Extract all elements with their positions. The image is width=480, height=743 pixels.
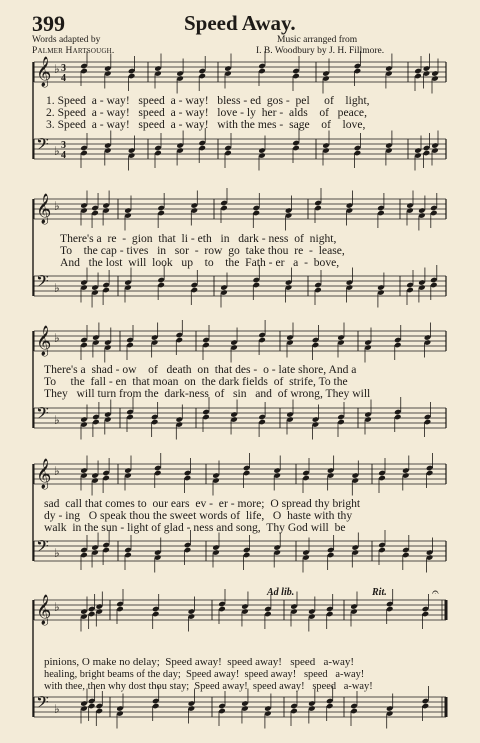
bass-clef-icon: 𝄢 (36, 271, 49, 295)
system-1-verse-2: 2. Speed a - way! speed a - way! love - ly her - alds of peace, (46, 106, 367, 119)
system-5-verse-3: with thee, then why dost thou stay; Speed away! speed away! speed a-way! (44, 681, 373, 692)
fermata-icon: 𝄐 (432, 585, 439, 599)
treble-clef-icon: 𝄞 (36, 595, 52, 625)
system-1-verse-3: 3. Speed a - way! speed a - way! with the mes - sage of love, (46, 118, 366, 131)
system-2-verse-1: There's a re - gion that li - eth in dark - ness of night, (60, 232, 337, 245)
flat-icon: ♭ (54, 546, 60, 560)
time-signature-top: 3 (61, 140, 66, 151)
time-signature-bottom: 4 (61, 73, 66, 84)
flat-icon: ♭ (54, 702, 60, 716)
flat-icon: ♭ (54, 464, 60, 478)
system-2-verse-3: And the lost will look up to the Fath - er a - bove, (60, 256, 340, 269)
flat-icon: ♭ (54, 281, 60, 295)
treble-clef-icon: 𝄞 (36, 459, 52, 489)
bass-clef-icon: 𝄢 (36, 134, 49, 158)
time-signature-top: 3 (61, 63, 66, 74)
system-4-verse-2: dy - ing O speak thou the sweet words of life, O haste with thy (44, 509, 353, 522)
system-3-verse-2: To the fall - en that moan on the dark fields of strife, To the (44, 375, 348, 388)
words-credit-line1: Words adapted by (32, 35, 101, 45)
system-2-verse-2: To the cap - tives in sor - row go take thou re - lease, (60, 244, 345, 257)
system-3-verse-3: They will turn from the dark-ness of sin and of wrong, They will (44, 387, 371, 400)
system-4-verse-3: walk in the sun - light of glad - ness and song, Thy God will be (44, 521, 346, 534)
flat-icon: ♭ (54, 144, 60, 158)
treble-clef-icon: 𝄞 (36, 57, 52, 87)
bass-clef-icon: 𝄢 (36, 536, 49, 560)
flat-icon: ♭ (54, 331, 60, 345)
treble-clef-icon: 𝄞 (36, 194, 52, 224)
time-signature-bottom: 4 (61, 150, 66, 161)
system-3-verse-1: There's a shad - ow of death on that des - o - late shore, And a (44, 363, 357, 376)
rit-marking: Rit. (372, 587, 387, 598)
system-4-verse-1: sad call that comes to our ears ev - er - more; O spread thy bright (44, 497, 361, 510)
system-5-verse-1: pinions, O make no delay; Speed away! speed away! speed a-way! (44, 656, 355, 668)
ad-lib-marking: Ad lib. (267, 587, 295, 598)
treble-clef-icon: 𝄞 (36, 326, 52, 356)
flat-icon: ♭ (54, 413, 60, 427)
words-credit-line2: Palmer Hartsough. (32, 46, 115, 56)
final-barline-thick (445, 600, 448, 620)
flat-icon: ♭ (54, 199, 60, 213)
bass-clef-icon: 𝄢 (36, 403, 49, 427)
music-credit-line2: I. B. Woodbury by J. H. Fillmore. (256, 46, 385, 56)
hymn-title: Speed Away. (184, 11, 296, 35)
hymn-number: 399 (32, 11, 65, 36)
final-barline-thick (445, 697, 448, 717)
bass-clef-icon: 𝄢 (36, 692, 49, 716)
system-5-verse-2: healing, bright beams of the day; Speed away! speed away! speed a-way! (44, 669, 365, 680)
music-credit-line1: Music arranged from (277, 35, 358, 45)
system-1-verse-1: 1. Speed a - way! speed a - way! bless - ed gos - pel of light, (46, 94, 370, 107)
flat-icon: ♭ (54, 600, 60, 614)
flat-icon: ♭ (54, 62, 60, 76)
